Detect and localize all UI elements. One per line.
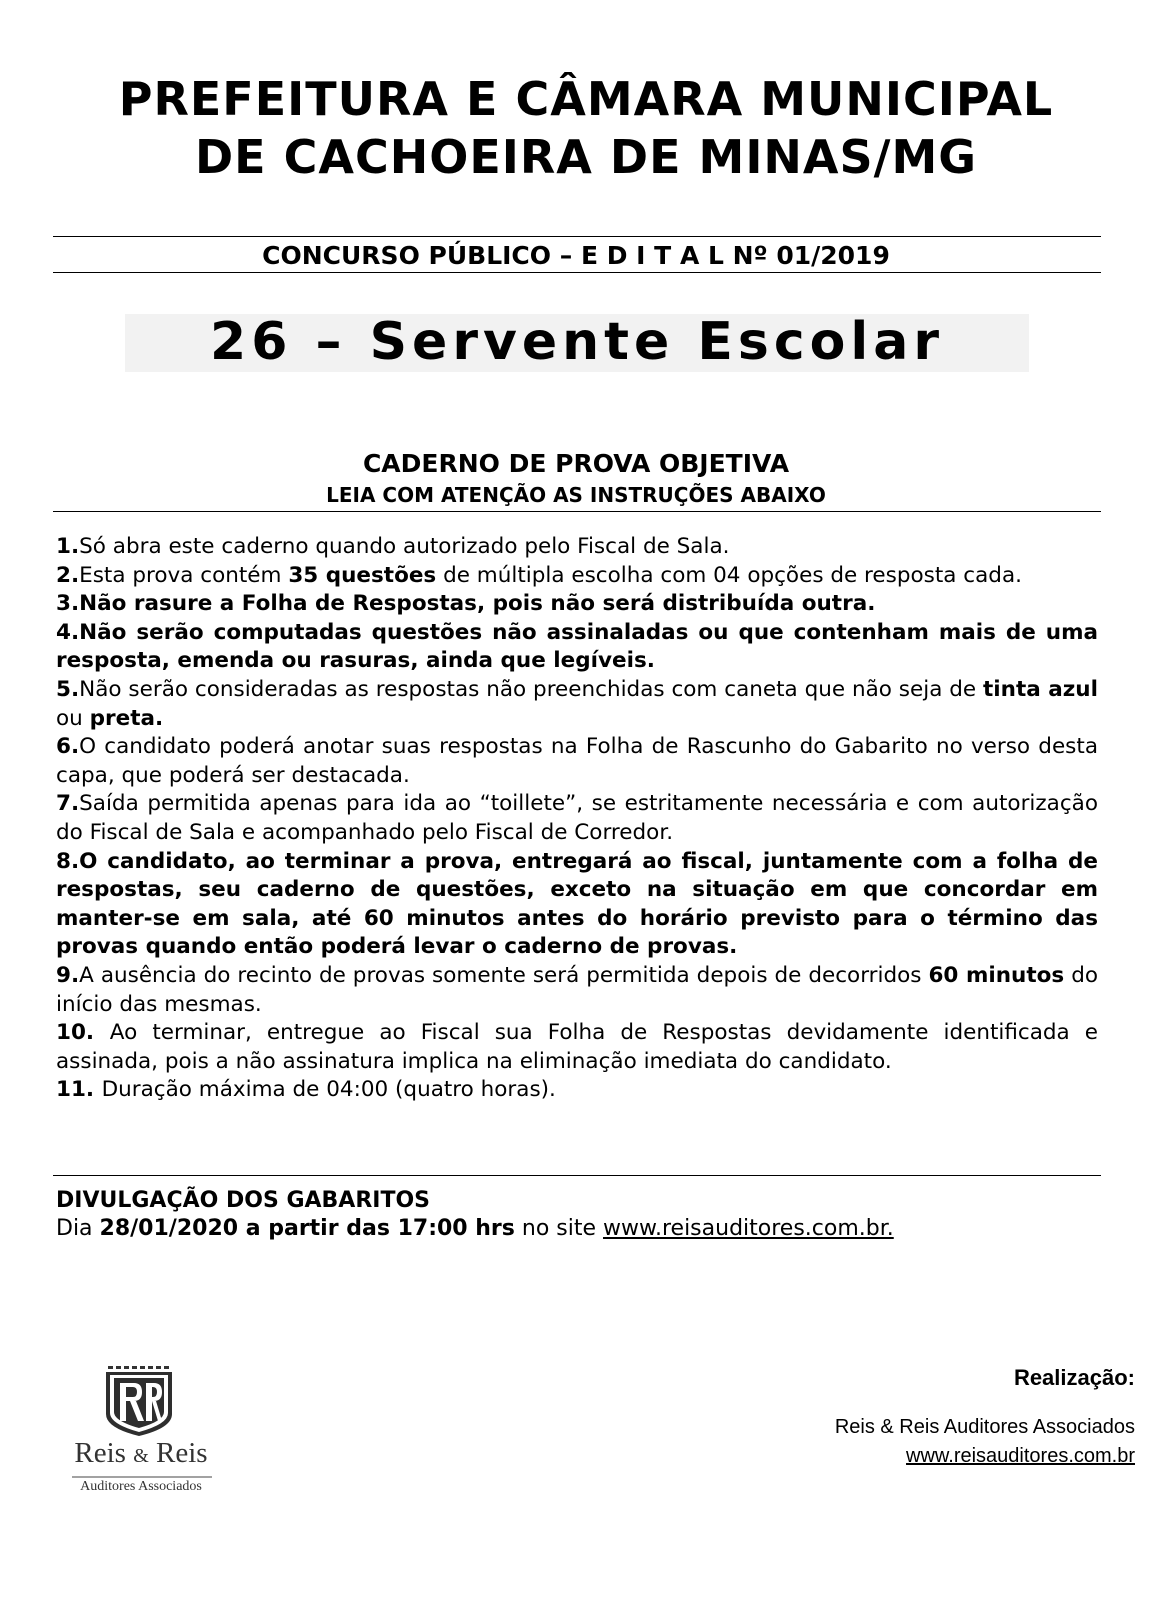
instruction-item	[56, 619, 1098, 676]
realizacao-label: Realização:	[1013, 1365, 1135, 1390]
instruction-number: 6.	[56, 734, 80, 760]
instruction-text: Não serão computadas questões não assinaladas ou que contenham mais de uma resposta, emenda ou rasuras, ainda que legíveis.	[56, 619, 1098, 674]
logo-word-2: Reis	[156, 1437, 208, 1469]
instruction-number: 10.	[56, 1020, 110, 1046]
edital-heading: CONCURSO PÚBLICO – E D I T A L Nº 01/2019	[262, 241, 890, 270]
instruction-text: do início das mesmas.	[56, 962, 1098, 1017]
instruction-text: Esta prova contém	[79, 562, 289, 588]
divulgacao-date-time: 28/01/2020 a partir das 17:00 hrs	[99, 1216, 515, 1241]
divulgacao-prefix: Dia	[56, 1216, 100, 1241]
instruction-number: 2.	[56, 562, 80, 588]
footer-divider	[53, 1175, 1101, 1176]
divulgacao-url-link[interactable]: www.reisauditores.com.br.	[603, 1216, 894, 1241]
logo-word-1: Reis	[74, 1437, 126, 1469]
instruction-text: de múltipla escolha com 04 opções de resposta cada.	[436, 562, 1022, 588]
divulgacao-middle: no site	[514, 1216, 604, 1241]
page-title	[0, 70, 1172, 186]
instruction-text: Não rasure a Folha de Respostas, pois não será distribuída outra.	[79, 591, 876, 617]
instruction-text: A ausência do recinto de provas somente será permitida depois de decorridos	[79, 962, 929, 988]
instruction-item	[56, 676, 1098, 733]
instruction-text: 60 minutos	[928, 962, 1065, 988]
instruction-item	[56, 1076, 1098, 1105]
instruction-item	[56, 533, 1098, 562]
cargo-title: 26 – Servente Escolar	[210, 312, 944, 372]
instruction-item	[56, 790, 1098, 847]
instruction-text: Duração máxima de 04:00 (quatro horas).	[101, 1077, 556, 1103]
logo-wordmark	[62, 1436, 220, 1473]
caderno-subtitle: LEIA COM ATENÇÃO AS INSTRUÇÕES ABAIXO	[326, 483, 826, 507]
instruction-number: 11.	[56, 1077, 102, 1103]
logo-subtitle: Auditores Associados	[80, 1479, 202, 1494]
instruction-number: 3.	[56, 591, 80, 617]
instruction-text: tinta azul	[983, 676, 1098, 702]
org-name: Reis & Reis Auditores Associados	[834, 1416, 1135, 1438]
instruction-number: 1.	[56, 534, 80, 559]
instruction-item	[56, 590, 1098, 619]
instruction-item	[56, 962, 1098, 1019]
instructions-list	[56, 533, 1098, 1105]
instruction-text: O candidato, ao terminar a prova, entregará ao fiscal, juntamente com a folha de respostas, seu caderno de questões, exceto na situação em que concordar em manter-se em sala, até 60 minutos antes do horário previsto para o término das provas quando então poderá levar o caderno de provas.	[56, 848, 1098, 960]
instruction-text: 35 questões	[288, 562, 437, 588]
divulgacao-text	[56, 1215, 894, 1243]
instruction-text: Saída permitida apenas para ida ao “toillete”, se estritamente necessária e com autorização do Fiscal de Sala e acompanhado pelo Fiscal de Corredor.	[56, 791, 1098, 845]
instruction-item	[56, 733, 1098, 790]
instruction-item	[56, 848, 1098, 962]
instruction-text: ou	[56, 705, 90, 731]
instruction-number: 9.	[56, 962, 80, 988]
edital-divider	[53, 272, 1101, 273]
instruction-text: Ao terminar, entregue ao Fiscal sua Folha de Respostas devidamente identificada e assinada, pois a não assinatura implica na eliminação imediata do candidato.	[56, 1020, 1098, 1074]
page-title-line-1: PREFEITURA E CÂMARA MUNICIPAL	[118, 72, 1054, 126]
instruction-item	[56, 562, 1098, 591]
instruction-text: preta.	[89, 705, 164, 731]
instruction-number: 4.	[56, 619, 80, 645]
instructions-divider	[53, 511, 1101, 512]
divulgacao-title: DIVULGAÇÃO DOS GABARITOS	[56, 1188, 430, 1213]
org-site-link[interactable]: www.reisauditores.com.br	[906, 1445, 1135, 1467]
instruction-number: 7.	[56, 791, 80, 817]
caderno-title: CADERNO DE PROVA OBJETIVA	[362, 449, 790, 478]
instruction-number: 8.	[56, 848, 80, 874]
instruction-item	[56, 1019, 1098, 1076]
instruction-text: Só abra este caderno quando autorizado pelo Fiscal de Sala.	[79, 534, 730, 559]
top-divider	[53, 236, 1101, 237]
logo-ampersand: &	[133, 1445, 149, 1467]
instruction-text: Não serão consideradas as respostas não preenchidas com caneta que não seja de	[79, 676, 984, 702]
instruction-text: O candidato poderá anotar suas respostas na Folha de Rascunho do Gabarito no verso desta capa, que poderá ser destacada.	[56, 734, 1098, 788]
instruction-number: 5.	[56, 676, 80, 702]
page-title-line-2: DE CACHOEIRA DE MINAS/MG	[195, 130, 977, 184]
